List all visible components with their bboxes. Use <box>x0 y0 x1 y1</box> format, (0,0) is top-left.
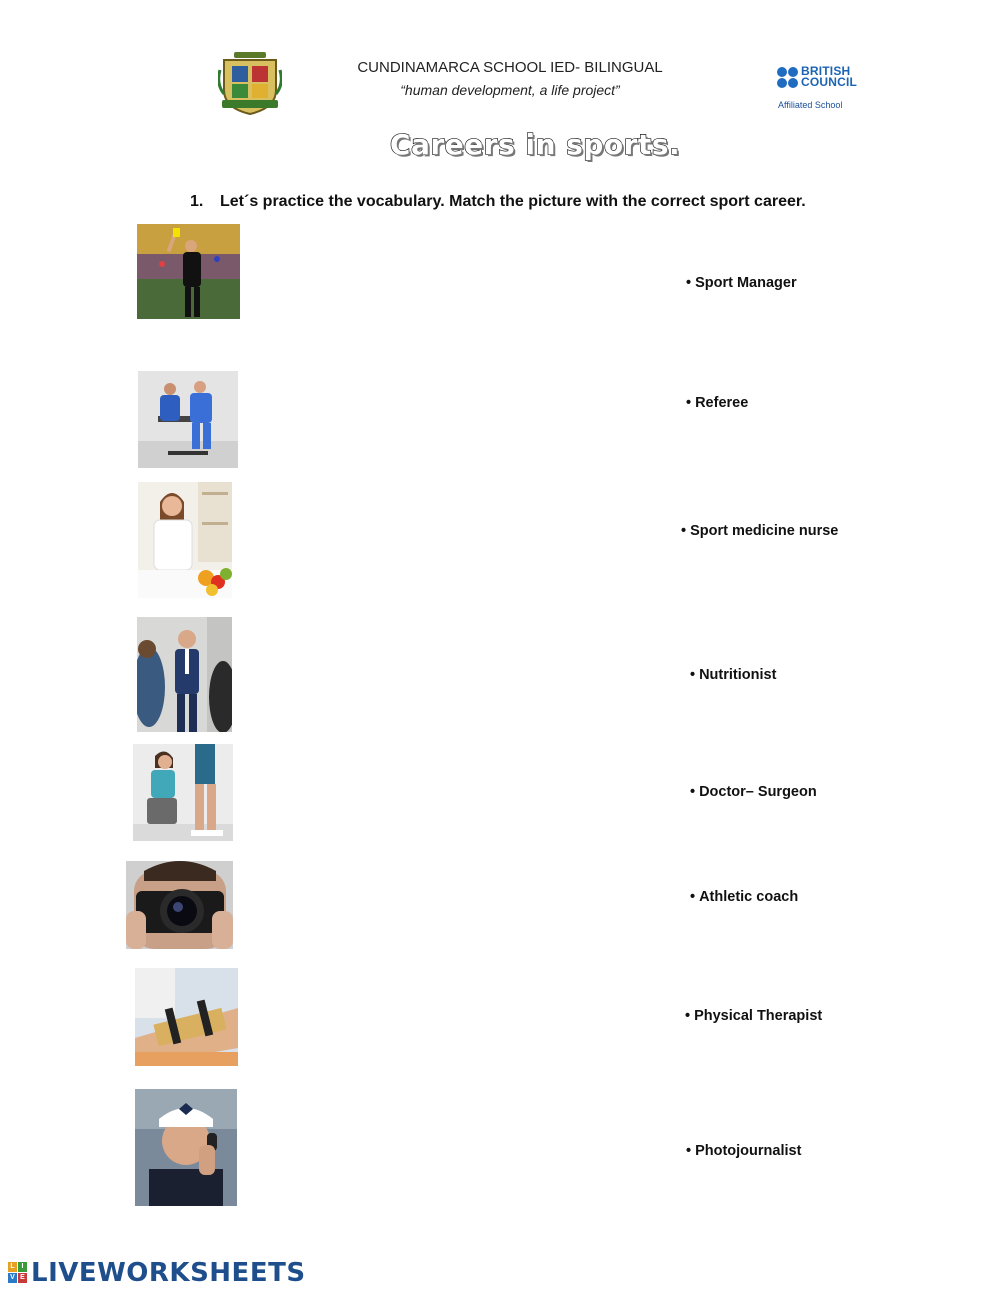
mark-letter: L <box>8 1262 17 1272</box>
instruction-text: Let´s practice the vocabulary. Match the picture with the correct sport career. <box>220 193 806 210</box>
career-item[interactable] <box>681 523 838 539</box>
school-crest-logo <box>218 50 282 116</box>
liveworksheets-brand: LIVEWORKSHEETS <box>31 1258 306 1288</box>
career-label: Athletic coach <box>699 889 799 905</box>
career-item[interactable] <box>686 275 797 291</box>
career-item[interactable] <box>686 1143 801 1159</box>
partner-line-2: COUNCIL <box>801 75 858 89</box>
manager-presentation-photo[interactable] <box>137 617 232 732</box>
career-label: Sport medicine nurse <box>690 523 839 539</box>
mark-letter: V <box>8 1273 17 1283</box>
exercise-bike-therapy-photo[interactable] <box>138 371 238 468</box>
photographer-camera-photo[interactable] <box>126 861 233 949</box>
career-item[interactable] <box>685 1008 822 1024</box>
nutritionist-photo[interactable] <box>138 482 232 598</box>
bullet: • <box>681 523 687 539</box>
british-council-dots-icon <box>777 67 799 89</box>
career-label: Doctor– Surgeon <box>699 784 817 800</box>
referee-photo[interactable] <box>137 224 240 319</box>
liveworksheets-mark-icon <box>8 1262 28 1284</box>
instruction-number: 1. <box>190 193 204 210</box>
bullet: • <box>685 1008 691 1024</box>
bullet: • <box>690 784 696 800</box>
career-label: Sport Manager <box>695 275 797 291</box>
knee-exam-photo[interactable] <box>133 744 233 841</box>
career-item[interactable] <box>690 784 817 800</box>
bandaged-arm-photo[interactable] <box>135 968 238 1066</box>
career-label: Referee <box>695 395 749 411</box>
bullet: • <box>686 395 692 411</box>
instruction <box>190 193 806 211</box>
bullet: • <box>686 1143 692 1159</box>
partner-line-1: BRITISH <box>801 64 851 78</box>
bullet: • <box>686 275 692 291</box>
school-name: CUNDINAMARCA SCHOOL IED- BILINGUAL <box>357 59 663 76</box>
career-item[interactable] <box>690 667 776 683</box>
career-item[interactable] <box>690 889 798 905</box>
school-motto: “human development, a life project” <box>400 82 620 98</box>
career-label: Photojournalist <box>695 1143 802 1159</box>
career-item[interactable] <box>686 395 748 411</box>
career-label: Physical Therapist <box>694 1008 823 1024</box>
bullet: • <box>690 667 696 683</box>
british-council-logo <box>777 66 867 116</box>
coach-headset-photo[interactable] <box>135 1089 237 1206</box>
bullet: • <box>690 889 696 905</box>
partner-subtitle: Affiliated School <box>778 100 843 110</box>
mark-letter: I <box>18 1262 27 1272</box>
worksheet-title: Careers in sports. <box>389 128 681 161</box>
mark-letter: E <box>18 1273 27 1283</box>
career-label: Nutritionist <box>699 667 777 683</box>
liveworksheets-logo[interactable] <box>8 1258 306 1288</box>
